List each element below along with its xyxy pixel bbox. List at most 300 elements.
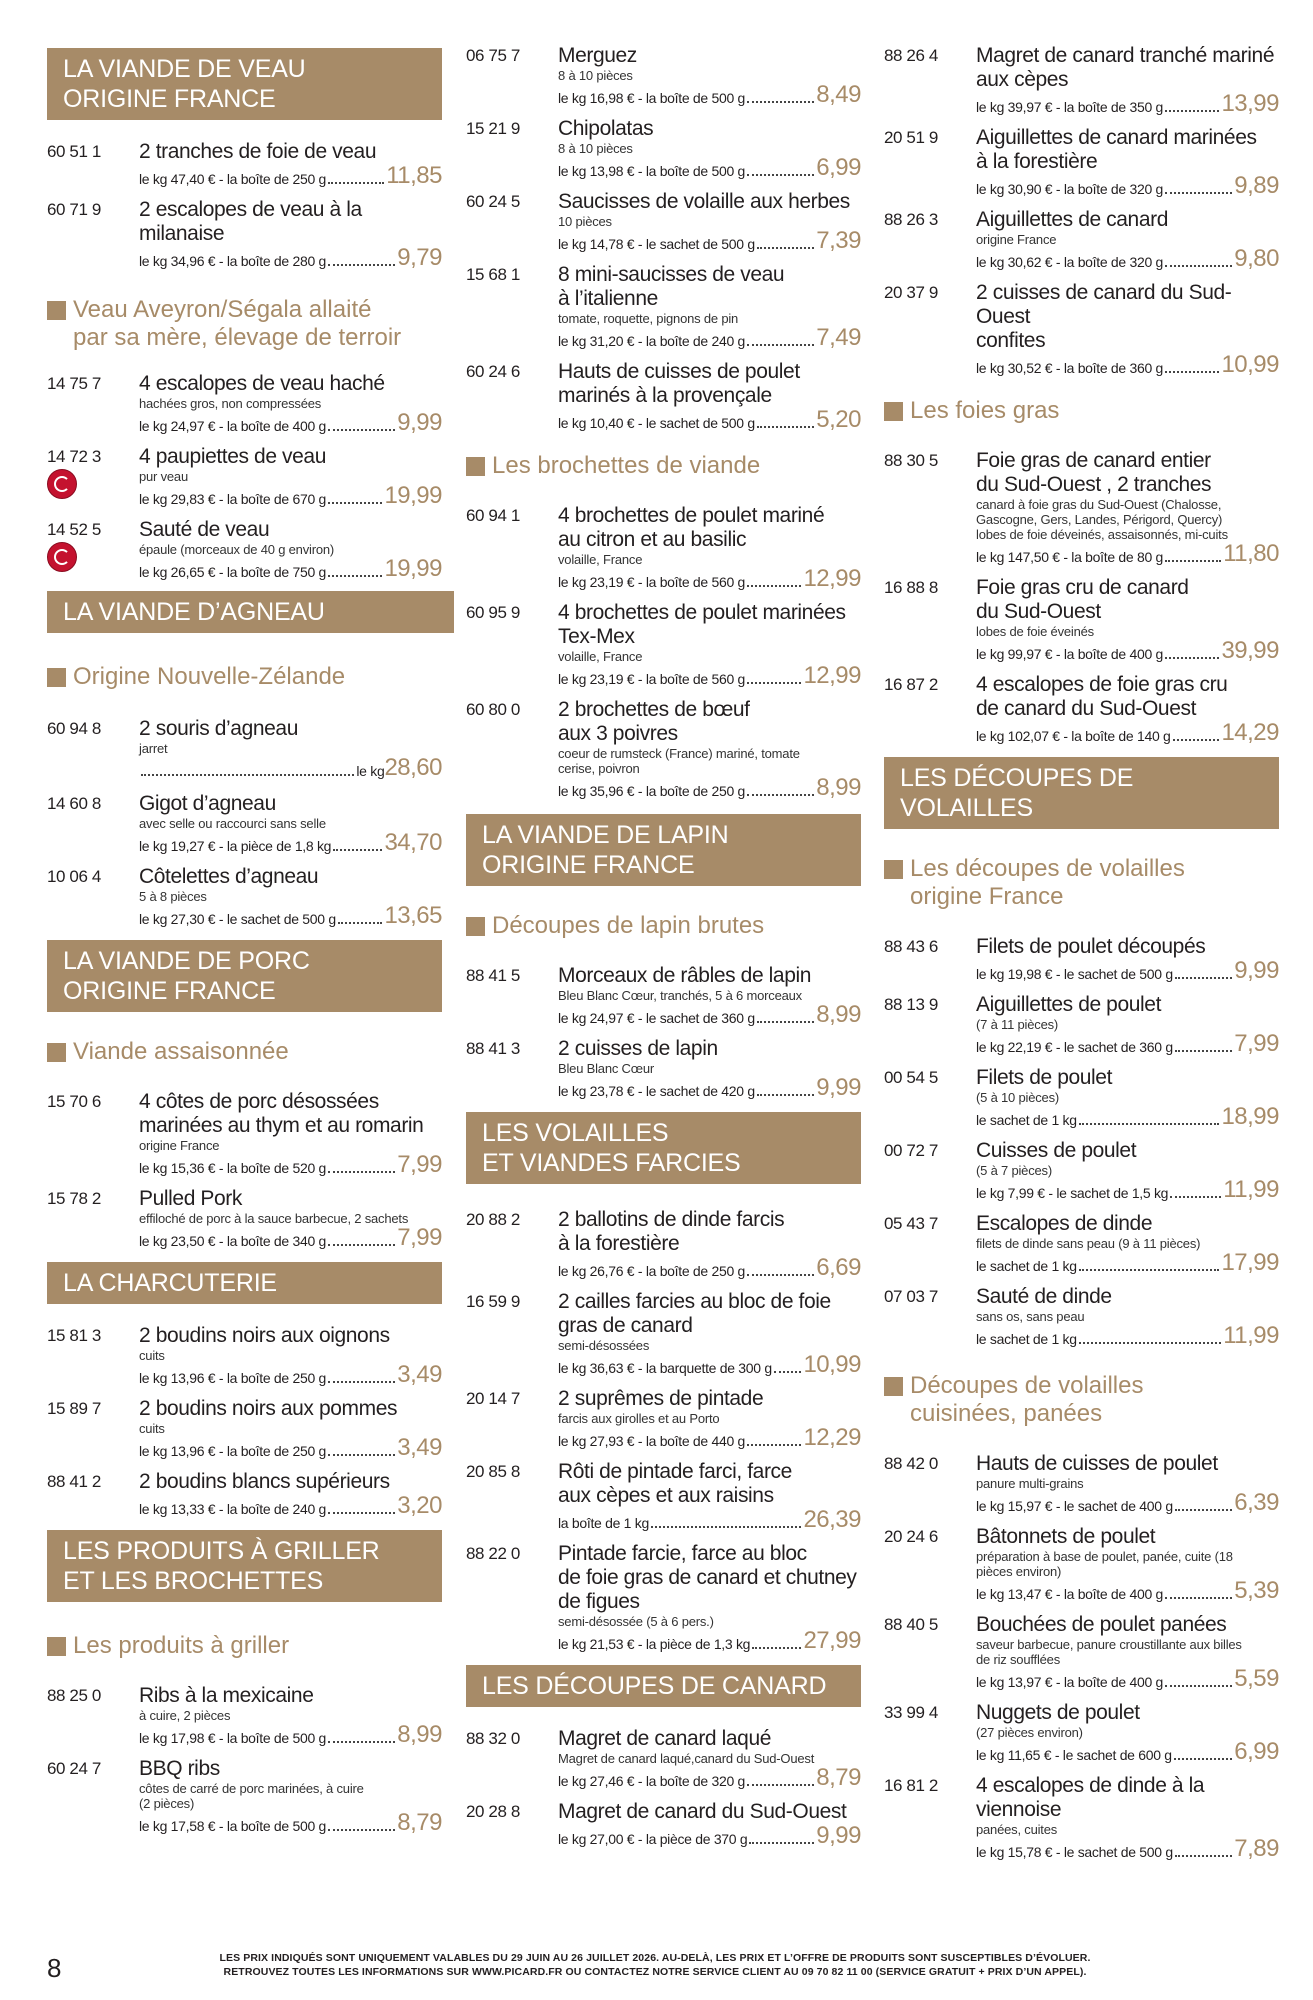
product-description-line: (7 à 11 pièces) xyxy=(976,1017,1059,1032)
product-description-line: sans os, sans peau xyxy=(976,1309,1085,1324)
product-name xyxy=(976,1139,1279,1163)
product-code: 16 81 2 xyxy=(884,1776,938,1795)
product-code: 16 59 9 xyxy=(466,1292,520,1311)
unit-price: la boîte de 1 kg xyxy=(558,1515,649,1531)
dot-leader xyxy=(749,1842,814,1844)
product-item xyxy=(884,208,1279,271)
price-line xyxy=(976,1740,1279,1764)
subheading-origine-nouvelle-zelande xyxy=(47,663,442,691)
product-item xyxy=(466,44,861,107)
product-name xyxy=(976,1613,1279,1637)
product-code: 60 71 9 xyxy=(47,200,101,219)
product-name xyxy=(558,190,861,214)
product-name-line: Sauté de dinde xyxy=(976,1285,1112,1308)
product-code: 88 43 6 xyxy=(884,937,938,956)
product-description-line: préparation à base de poulet, panée, cuite (18 xyxy=(976,1549,1233,1564)
unit-price: le kg 30,62 € - la boîte de 320 g xyxy=(976,254,1164,270)
product-name xyxy=(558,601,861,649)
product-description-line: filets de dinde sans peau (9 à 11 pièces) xyxy=(976,1236,1201,1251)
product-code: 16 87 2 xyxy=(884,675,938,694)
dot-leader xyxy=(328,1171,395,1173)
product-name-line: 2 tranches de foie de veau xyxy=(139,140,377,163)
price-line xyxy=(558,156,861,180)
product-name-line: Nuggets de poulet xyxy=(976,1701,1140,1724)
product-description-line: lobes de foie déveinés, assaisonnés, mi-cuits xyxy=(976,527,1228,542)
product-name xyxy=(558,1387,861,1411)
product-description-line: 5 à 8 pièces xyxy=(139,889,207,904)
product-description-line: Bleu Blanc Cœur xyxy=(558,1061,654,1076)
price-line xyxy=(558,1508,861,1532)
product-name xyxy=(558,1460,861,1508)
product-name-line: 4 brochettes de poulet mariné xyxy=(558,504,825,527)
product-price: 9,99 xyxy=(397,409,442,436)
dot-leader xyxy=(333,849,382,851)
label-rouge-icon xyxy=(47,542,77,572)
product-name xyxy=(976,1452,1279,1476)
product-code: 20 37 9 xyxy=(884,283,938,302)
unit-price: le kg 26,76 € - la boîte de 250 g xyxy=(558,1263,746,1279)
unit-price: le kg 29,83 € - la boîte de 670 g xyxy=(139,491,327,507)
product-name xyxy=(558,117,861,141)
product-item xyxy=(466,1208,861,1280)
dot-leader xyxy=(328,1829,395,1831)
unit-price: le sachet de 1 kg xyxy=(976,1331,1077,1347)
section-heading-line: ORIGINE FRANCE xyxy=(63,977,276,1005)
dot-leader xyxy=(774,1371,802,1373)
product-description-line: origine France xyxy=(139,1138,220,1153)
price-line xyxy=(976,1837,1279,1861)
unit-price: le kg 27,46 € - la boîte de 320 g xyxy=(558,1773,746,1789)
product-code: 88 41 5 xyxy=(466,966,520,985)
product-name-line: Escalopes de dinde xyxy=(976,1212,1153,1235)
dot-leader xyxy=(747,585,801,587)
product-code: 60 95 9 xyxy=(466,603,520,622)
product-name-line: à la forestière xyxy=(558,1232,680,1255)
product-item xyxy=(884,673,1279,745)
section-heading-line: LA CHARCUTERIE xyxy=(63,1269,277,1297)
product-name xyxy=(976,993,1279,1017)
subheading-decoupes-de-lapin-brutes xyxy=(466,912,861,940)
bullet-square-icon xyxy=(884,402,903,421)
dot-leader xyxy=(1079,1123,1220,1125)
product-item xyxy=(884,449,1279,566)
dot-leader xyxy=(1079,1342,1221,1344)
section-heading-la-viande-de-veau xyxy=(47,48,442,120)
product-code: 60 51 1 xyxy=(47,142,101,161)
unit-price: le kg 47,40 € - la boîte de 250 g xyxy=(139,171,327,187)
product-description-line: Gascogne, Gers, Landes, Périgord, Quercy) xyxy=(976,512,1223,527)
product-name-line: 2 escalopes de veau à la milanaise xyxy=(139,198,362,245)
dot-leader xyxy=(1175,977,1232,979)
product-name xyxy=(558,1727,861,1751)
product-code: 88 30 5 xyxy=(884,451,938,470)
product-name xyxy=(558,504,861,552)
product-price: 5,39 xyxy=(1234,1577,1279,1604)
product-name xyxy=(976,281,1279,353)
product-price: 12,29 xyxy=(803,1424,861,1451)
product-price: 9,80 xyxy=(1234,245,1279,272)
page-number: 8 xyxy=(47,1953,62,1983)
product-name-line: 4 escalopes de dinde à la viennoise xyxy=(976,1774,1205,1821)
product-name-line: Rôti de pintade farci, farce xyxy=(558,1460,792,1483)
subheading-les-decoupes-de-volailles xyxy=(884,855,1279,911)
product-description-line: avec selle ou raccourci sans selle xyxy=(139,816,326,831)
product-price: 9,99 xyxy=(816,1074,861,1101)
unit-price: le kg 13,96 € - la boîte de 250 g xyxy=(139,1370,327,1386)
product-name xyxy=(976,208,1279,232)
price-line xyxy=(976,1667,1279,1691)
product-name-line: Hauts de cuisses de poulet xyxy=(558,360,800,383)
unit-price: le kg 24,97 € - la boîte de 400 g xyxy=(139,418,327,434)
product-price: 12,99 xyxy=(803,662,861,689)
subheading-line: Viande assaisonnée xyxy=(73,1038,289,1065)
product-code: 15 81 3 xyxy=(47,1326,101,1345)
product-price: 19,99 xyxy=(384,482,442,509)
product-price: 7,99 xyxy=(397,1151,442,1178)
product-description-line: 10 pièces xyxy=(558,214,612,229)
product-price: 11,99 xyxy=(1223,1322,1279,1349)
product-code: 14 72 3 xyxy=(47,447,101,466)
product-price: 13,65 xyxy=(384,902,442,929)
subheading-line: Les brochettes de viande xyxy=(492,452,761,479)
product-description-line: effiloché de porc à la sauce barbecue, 2 sachets xyxy=(139,1211,409,1226)
product-price: 7,89 xyxy=(1234,1835,1279,1862)
product-item xyxy=(47,372,442,435)
dot-leader xyxy=(1175,1509,1232,1511)
product-price: 8,49 xyxy=(816,81,861,108)
unit-price: le kg 19,98 € - le sachet de 500 g xyxy=(976,966,1173,982)
section-heading-line: ORIGINE FRANCE xyxy=(482,851,695,879)
product-name-line: aux 3 poivres xyxy=(558,722,678,745)
product-item xyxy=(47,717,442,780)
price-line xyxy=(558,326,861,350)
product-price: 5,20 xyxy=(816,406,861,433)
product-code: 88 22 0 xyxy=(466,1544,520,1563)
footer-line: RETROUVEZ TOUTES LES INFORMATIONS SUR WWW.PICARD.FR OU CONTACTEZ NOTRE SERVICE CLIENT AU 09 70 82 11 00 (SERVICE GRATUIT + PRIX D’UN APPEL). xyxy=(223,1966,1087,1978)
dot-leader xyxy=(651,1526,802,1528)
section-heading-line: ORIGINE FRANCE xyxy=(63,85,276,113)
product-description xyxy=(139,1781,442,1811)
product-name xyxy=(139,717,442,741)
price-line xyxy=(139,1363,442,1387)
unit-price: le kg 13,47 € - la boîte de 400 g xyxy=(976,1586,1164,1602)
unit-price: le kg 27,00 € - la pièce de 370 g xyxy=(558,1831,748,1847)
price-line xyxy=(139,904,442,928)
product-description-line: Magret de canard laqué,canard du Sud-Ouest xyxy=(558,1751,815,1766)
product-item xyxy=(884,576,1279,663)
price-line xyxy=(139,1226,442,1250)
product-code: 15 68 1 xyxy=(466,265,520,284)
bullet-square-icon xyxy=(884,860,903,879)
section-heading-line: LES VOLAILLES xyxy=(482,1119,669,1147)
price-line xyxy=(139,557,442,581)
section-heading-line: LES DÉCOUPES DE VOLAILLES xyxy=(900,764,1134,822)
product-item xyxy=(884,44,1279,116)
section-heading-la-viande-d-agneau xyxy=(47,591,454,633)
product-name xyxy=(976,1525,1279,1549)
product-price: 12,99 xyxy=(803,565,861,592)
product-item xyxy=(47,1757,442,1835)
product-item xyxy=(47,1324,442,1387)
product-item xyxy=(884,993,1279,1056)
product-name-line: Pulled Pork xyxy=(139,1187,242,1210)
product-name-line: marinés à la provençale xyxy=(558,384,772,407)
price-line xyxy=(976,1178,1279,1202)
price-line xyxy=(976,174,1279,198)
product-price: 7,99 xyxy=(1234,1030,1279,1057)
dot-leader xyxy=(757,426,814,428)
product-name-line: Ribs à la mexicaine xyxy=(139,1684,314,1707)
column-right xyxy=(884,44,1279,1861)
product-price: 5,59 xyxy=(1234,1665,1279,1692)
product-price: 19,99 xyxy=(384,555,442,582)
product-price: 11,99 xyxy=(1223,1176,1279,1203)
price-line xyxy=(558,1353,861,1377)
product-code: 33 99 4 xyxy=(884,1703,938,1722)
price-line xyxy=(139,411,442,435)
product-name-line: du Sud-Ouest , 2 tranches xyxy=(976,473,1212,496)
product-code: 20 88 2 xyxy=(466,1210,520,1229)
dot-leader xyxy=(747,344,814,346)
price-line xyxy=(976,1032,1279,1056)
product-name xyxy=(976,1774,1279,1822)
unit-price: le kg 7,99 € - le sachet de 1,5 kg xyxy=(976,1185,1169,1201)
label-rouge-mark xyxy=(54,476,70,492)
product-name-line: Cuisses de poulet xyxy=(976,1139,1137,1162)
price-line xyxy=(558,408,861,432)
product-description-line: côtes de carré de porc marinées, à cuire xyxy=(139,1781,364,1796)
price-line xyxy=(139,1153,442,1177)
price-line xyxy=(976,353,1279,377)
product-price: 26,39 xyxy=(803,1506,861,1533)
column-middle xyxy=(466,44,861,1848)
unit-price: le kg 26,65 € - la boîte de 750 g xyxy=(139,564,327,580)
product-item xyxy=(466,964,861,1027)
subheading-decoupes-de-volailles xyxy=(884,1372,1279,1428)
product-item xyxy=(884,1774,1279,1861)
price-line xyxy=(558,1629,861,1653)
product-item xyxy=(884,1139,1279,1202)
bullet-square-icon xyxy=(466,457,485,476)
product-price: 8,99 xyxy=(816,1001,861,1028)
dot-leader xyxy=(747,1784,814,1786)
section-heading-la-charcuterie xyxy=(47,1262,442,1304)
product-item xyxy=(466,1387,861,1450)
dot-leader xyxy=(328,502,382,504)
dot-leader xyxy=(328,1244,395,1246)
unit-price: le kg 13,33 € - la boîte de 240 g xyxy=(139,1501,327,1517)
price-line xyxy=(139,1436,442,1460)
product-code: 20 51 9 xyxy=(884,128,938,147)
dot-leader xyxy=(328,1741,395,1743)
dot-leader xyxy=(1165,110,1219,112)
product-description-line: à cuire, 2 pièces xyxy=(139,1708,231,1723)
product-price: 9,99 xyxy=(816,1822,861,1849)
product-name-line: Magret de canard tranché mariné xyxy=(976,44,1275,67)
dot-leader xyxy=(747,174,814,176)
product-price: 8,99 xyxy=(816,774,861,801)
product-price: 3,20 xyxy=(397,1492,442,1519)
product-name-line: Aiguillettes de canard marinées xyxy=(976,126,1257,149)
product-code: 20 24 6 xyxy=(884,1527,938,1546)
product-code: 10 06 4 xyxy=(47,867,101,886)
product-description-line: volaille, France xyxy=(558,649,643,664)
product-item xyxy=(466,1800,861,1848)
product-code: 15 78 2 xyxy=(47,1189,101,1208)
product-code: 05 43 7 xyxy=(884,1214,938,1233)
product-name-line: Foie gras de canard entier xyxy=(976,449,1211,472)
product-name-line: 2 boudins blancs supérieurs xyxy=(139,1470,390,1493)
subheading-line: Découpes de lapin brutes xyxy=(492,912,765,939)
dot-leader xyxy=(747,1444,801,1446)
product-description xyxy=(558,746,861,776)
product-price: 6,39 xyxy=(1234,1489,1279,1516)
product-name xyxy=(139,1684,442,1708)
product-item xyxy=(884,1066,1279,1129)
bullet-square-icon xyxy=(47,668,66,687)
product-code: 60 24 7 xyxy=(47,1759,101,1778)
product-name-line: Aiguillettes de poulet xyxy=(976,993,1161,1016)
product-code: 20 28 8 xyxy=(466,1802,520,1821)
price-line xyxy=(139,484,442,508)
product-code: 15 21 9 xyxy=(466,119,520,138)
product-price: 10,99 xyxy=(1221,351,1279,378)
product-item xyxy=(466,1290,861,1377)
subheading-les-produits-a-griller xyxy=(47,1632,442,1660)
subheading-line: par sa mère, élevage de terroir xyxy=(73,324,402,351)
product-item xyxy=(466,1460,861,1532)
product-price: 8,79 xyxy=(397,1809,442,1836)
product-description-line: hachées gros, non compressées xyxy=(139,396,322,411)
price-line xyxy=(139,1811,442,1835)
section-heading-line: LA VIANDE DE VEAU xyxy=(63,55,306,83)
dot-leader xyxy=(1165,560,1221,562)
product-item xyxy=(884,1701,1279,1764)
price-line xyxy=(976,1251,1279,1275)
subheading-line: cuisinées, panées xyxy=(910,1400,1103,1427)
price-line xyxy=(558,776,861,800)
product-price: 6,99 xyxy=(1234,1738,1279,1765)
unit-price: le kg 16,98 € - la boîte de 500 g xyxy=(558,90,746,106)
unit-price: le kg 13,98 € - la boîte de 500 g xyxy=(558,163,746,179)
product-name-line: 2 boudins noirs aux pommes xyxy=(139,1397,398,1420)
product-description-line: semi-désossée (5 à 6 pers.) xyxy=(558,1614,714,1629)
dot-leader xyxy=(1165,1597,1232,1599)
product-item xyxy=(466,504,861,591)
product-name xyxy=(558,698,861,746)
product-price: 17,99 xyxy=(1221,1249,1279,1276)
product-description xyxy=(976,497,1279,542)
unit-price: le kg 31,20 € - la boîte de 240 g xyxy=(558,333,746,349)
bullet-square-icon xyxy=(47,1043,66,1062)
unit-price: le kg 17,98 € - la boîte de 500 g xyxy=(139,1730,327,1746)
column-left xyxy=(47,44,442,1835)
product-price: 9,99 xyxy=(1234,957,1279,984)
price-line xyxy=(976,1491,1279,1515)
price-line xyxy=(558,83,861,107)
product-price: 28,60 xyxy=(384,754,442,781)
price-line xyxy=(558,1766,861,1790)
product-price: 9,89 xyxy=(1234,172,1279,199)
product-item xyxy=(47,792,442,855)
product-item xyxy=(466,1037,861,1100)
dot-leader xyxy=(1165,657,1219,659)
product-description-line: épaule (morceaux de 40 g environ) xyxy=(139,542,335,557)
product-price: 8,79 xyxy=(816,1764,861,1791)
product-description-line: canard à foie gras du Sud-Ouest (Chalosse, xyxy=(976,497,1222,512)
product-price: 3,49 xyxy=(397,1434,442,1461)
unit-price: le kg 23,19 € - la boîte de 560 g xyxy=(558,574,746,590)
product-name xyxy=(976,1701,1279,1725)
product-name xyxy=(558,1290,861,1338)
product-name-line: 2 ballotins de dinde farcis xyxy=(558,1208,785,1231)
product-item xyxy=(884,281,1279,377)
product-name-line: Pintade farcie, farce au bloc xyxy=(558,1542,807,1565)
product-name-line: aux cèpes et aux raisins xyxy=(558,1484,774,1507)
product-description-line: origine France xyxy=(976,232,1057,247)
product-price: 10,99 xyxy=(803,1351,861,1378)
price-line xyxy=(976,92,1279,116)
product-price: 34,70 xyxy=(384,829,442,856)
product-name xyxy=(976,449,1279,497)
product-price: 8,99 xyxy=(397,1721,442,1748)
product-code: 15 70 6 xyxy=(47,1092,101,1111)
product-code: 88 40 5 xyxy=(884,1615,938,1634)
product-item xyxy=(466,1727,861,1790)
unit-price: le kg 36,63 € - la barquette de 300 g xyxy=(558,1360,772,1376)
bullet-square-icon xyxy=(884,1377,903,1396)
product-description-line: panées, cuites xyxy=(976,1822,1058,1837)
product-item xyxy=(884,1525,1279,1603)
product-description-line: 8 à 10 pièces xyxy=(558,141,633,156)
product-item xyxy=(466,698,861,800)
product-name-line: 2 cailles farcies au bloc de foie xyxy=(558,1290,831,1313)
product-price: 7,39 xyxy=(816,227,861,254)
footer-disclaimer xyxy=(150,1951,1160,1979)
product-description-line: (5 à 10 pièces) xyxy=(976,1090,1059,1105)
product-name xyxy=(976,44,1279,92)
product-name-line: Merguez xyxy=(558,44,637,67)
product-description-line: Bleu Blanc Cœur, tranchés, 5 à 6 morceaux xyxy=(558,988,802,1003)
unit-price: le kg 27,93 € - la boîte de 440 g xyxy=(558,1433,746,1449)
product-name xyxy=(558,44,861,68)
unit-price: le kg 34,96 € - la boîte de 280 g xyxy=(139,253,327,269)
dot-leader xyxy=(1165,1685,1232,1687)
dot-leader xyxy=(1175,1050,1232,1052)
product-code: 00 54 5 xyxy=(884,1068,938,1087)
unit-price: le kg 15,78 € - le sachet de 500 g xyxy=(976,1844,1173,1860)
product-item xyxy=(466,117,861,180)
product-name-line: Morceaux de râbles de lapin xyxy=(558,964,812,987)
product-code: 20 85 8 xyxy=(466,1462,520,1481)
product-code: 60 24 5 xyxy=(466,192,520,211)
subheading-les-brochettes-de-viande xyxy=(466,452,861,480)
dot-leader xyxy=(757,1021,814,1023)
product-name-line: Aiguillettes de canard xyxy=(976,208,1168,231)
product-name-line: 8 mini-saucisses de veau xyxy=(558,263,785,286)
product-code: 14 60 8 xyxy=(47,794,101,813)
dot-leader xyxy=(747,101,814,103)
subheading-line: Veau Aveyron/Ségala allaité xyxy=(73,296,372,323)
product-item xyxy=(466,601,861,688)
product-code: 20 14 7 xyxy=(466,1389,520,1408)
dot-leader xyxy=(328,264,395,266)
price-line xyxy=(976,959,1279,983)
unit-price: le kg 15,97 € - le sachet de 400 g xyxy=(976,1498,1173,1514)
subheading-line: Découpes de volailles xyxy=(910,1372,1144,1399)
product-name xyxy=(976,673,1279,721)
subheading-line: Origine Nouvelle-Zélande xyxy=(73,663,346,690)
